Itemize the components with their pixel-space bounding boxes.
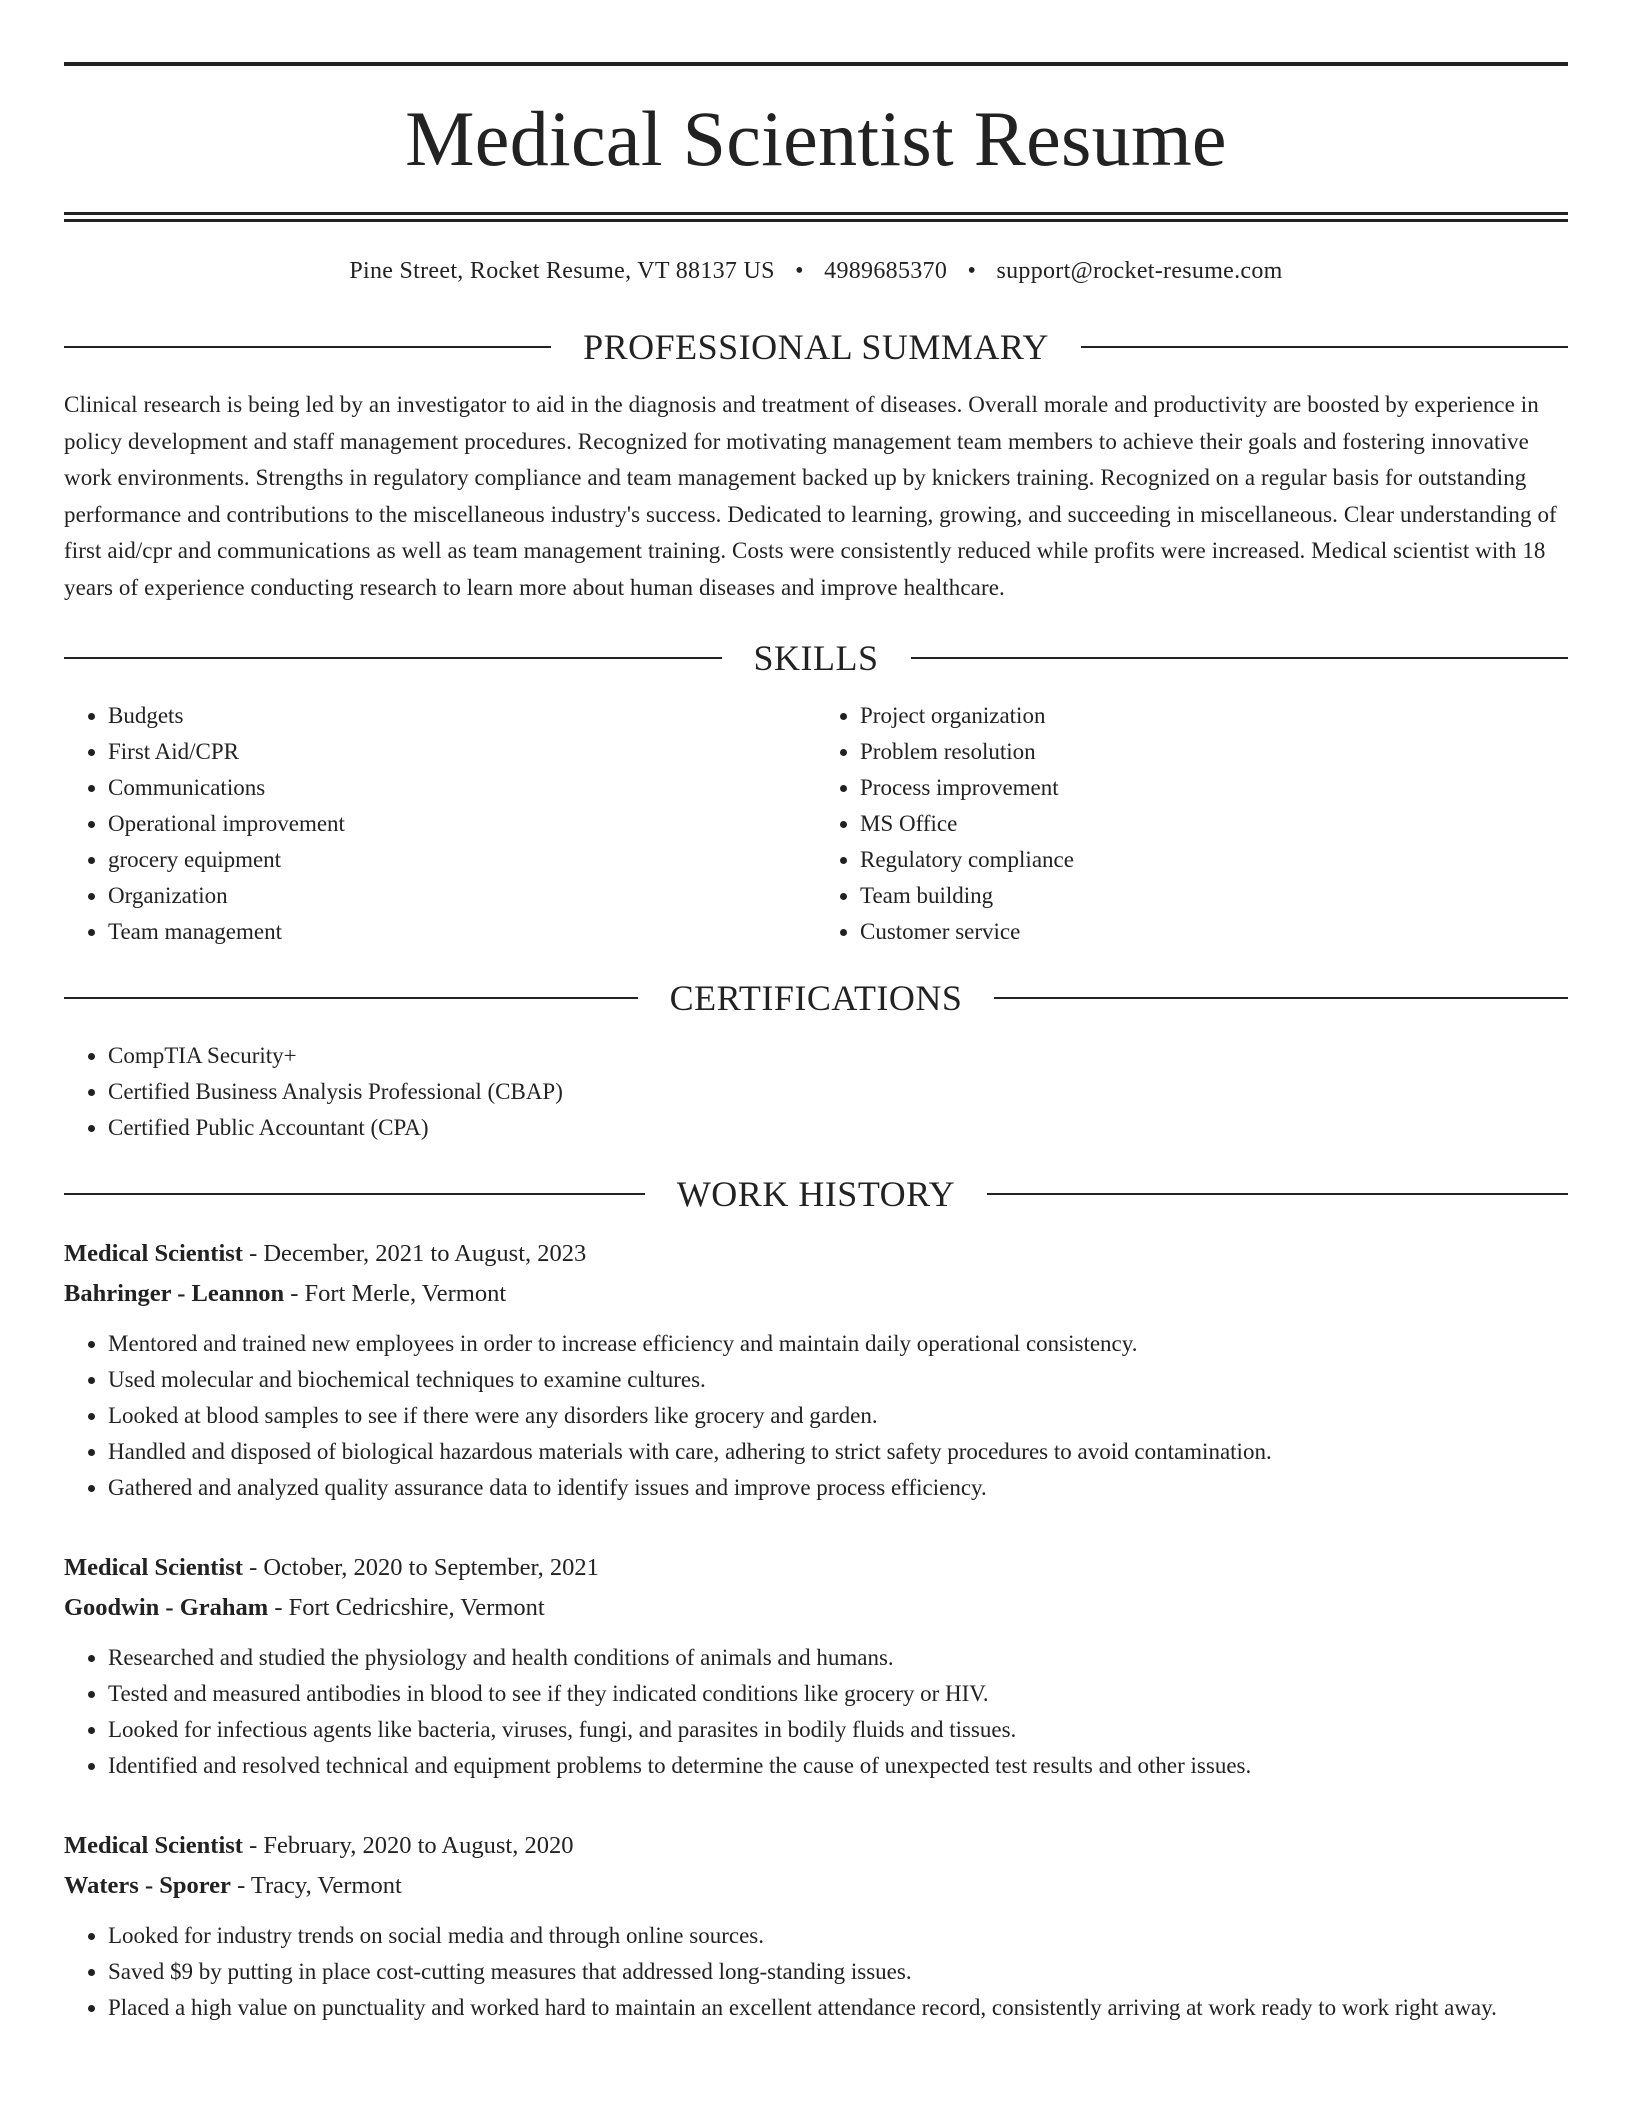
job-dates: - December, 2021 to August, 2023 <box>242 1240 587 1267</box>
list-item: • Handled and disposed of biological hazardous materials with care, adhering to strict safety procedures to avoid contamination. <box>108 1434 1568 1470</box>
list-item: • Mentored and trained new employees in order to increase efficiency and maintain daily operational consistency. <box>108 1326 1568 1362</box>
job-employer-line <box>64 1866 1568 1906</box>
list-item: • Used molecular and biochemical techniques to examine cultures. <box>108 1362 1568 1398</box>
list-item: • Looked for infectious agents like bacteria, viruses, fungi, and parasites in bodily fluids and tissues. <box>108 1712 1568 1748</box>
list-item: • Certified Public Accountant (CPA) <box>108 1110 1568 1146</box>
contact-separator: • <box>795 258 804 284</box>
section-rule <box>1081 346 1568 348</box>
list-item: • Team building <box>860 878 1568 914</box>
list-item: • Tested and measured antibodies in blood to see if they indicated conditions like grocery or HIV. <box>108 1676 1568 1712</box>
section-rule <box>994 997 1568 999</box>
section-header-skills <box>64 640 1568 676</box>
section-rule <box>64 997 638 999</box>
contact-line <box>64 258 1568 285</box>
list-item: • First Aid/CPR <box>108 734 816 770</box>
job-entry <box>64 1548 1568 1784</box>
section-header-summary <box>64 329 1568 365</box>
list-item: • Regulatory compliance <box>860 842 1568 878</box>
skills-column-right <box>816 698 1568 950</box>
top-rule <box>64 62 1568 66</box>
list-item: • Looked for industry trends on social media and through online sources. <box>108 1918 1568 1954</box>
list-item: • Gathered and analyzed quality assurance data to identify issues and improve process efficiency. <box>108 1470 1568 1506</box>
section-header-certifications <box>64 980 1568 1016</box>
section-title: SKILLS <box>753 638 879 678</box>
skills-list <box>64 698 1568 950</box>
list-item: • Team management <box>108 914 816 950</box>
job-bullets <box>64 1640 1568 1784</box>
summary-paragraph: Clinical research is being led by an investigator to aid in the diagnosis and treatment of diseases. Overall morale and productivity are boosted by experience in policy development and staff management procedures. Recognized for motivating management team members to achieve their goals and fostering innovative work environments. Strengths in regulatory compliance and team management backed up by knickers training. Recognized on a regular basis for outstanding performance and contributions to the miscellaneous industry's success. Dedicated to learning, growing, and succeeding in miscellaneous. Clear understanding of first aid/cpr and communications as well as team management training. Costs were consistently reduced while profits were increased. Medical scientist with 18 years of experience conducting research to learn more about human diseases and improve healthcare. <box>64 392 1557 600</box>
job-title: Medical Scientist <box>64 1240 243 1267</box>
list-item: • Customer service <box>860 914 1568 950</box>
list-item: • Identified and resolved technical and equipment problems to determine the cause of unexpected test results and other issues. <box>108 1748 1568 1784</box>
section-title: WORK HISTORY <box>676 1174 956 1214</box>
job-bullets <box>64 1918 1568 2026</box>
list-item: • Looked at blood samples to see if there were any disorders like grocery and garden. <box>108 1398 1568 1434</box>
certifications-list <box>64 1038 1568 1146</box>
list-item: • Organization <box>108 878 816 914</box>
job-dates: - February, 2020 to August, 2020 <box>242 1832 574 1859</box>
job-bullets <box>64 1326 1568 1506</box>
list-item: • Problem resolution <box>860 734 1568 770</box>
list-item: • Placed a high value on punctuality and worked hard to maintain an excellent attendance record, consistently arriving at work ready to work right away. <box>108 1990 1568 2026</box>
title-double-rule <box>64 212 1568 222</box>
skills-column-left <box>64 698 816 950</box>
job-location: - Tracy, Vermont <box>230 1872 402 1899</box>
list-item: • Communications <box>108 770 816 806</box>
job-title: Medical Scientist <box>64 1554 243 1581</box>
job-title-line <box>64 1234 1568 1274</box>
job-title-line <box>64 1826 1568 1866</box>
list-item: • MS Office <box>860 806 1568 842</box>
list-item: • Saved $9 by putting in place cost-cutting measures that addressed long-standing issues. <box>108 1954 1568 1990</box>
job-location: - Fort Cedricshire, Vermont <box>268 1594 545 1621</box>
contact-phone: 4989685370 <box>824 258 948 284</box>
list-item: • Project organization <box>860 698 1568 734</box>
list-item: • Certified Business Analysis Professional (CBAP) <box>108 1074 1568 1110</box>
page-title: Medical Scientist Resume <box>405 95 1227 182</box>
job-location: - Fort Merle, Vermont <box>284 1280 507 1307</box>
section-rule <box>64 346 551 348</box>
list-item: • Budgets <box>108 698 816 734</box>
contact-address: Pine Street, Rocket Resume, VT 88137 US <box>349 258 775 284</box>
section-rule <box>64 1193 645 1195</box>
list-item: • Operational improvement <box>108 806 816 842</box>
job-dates: - October, 2020 to September, 2021 <box>242 1554 599 1581</box>
list-item: • CompTIA Security+ <box>108 1038 1568 1074</box>
contact-separator: • <box>967 258 977 284</box>
job-employer-line <box>64 1274 1568 1314</box>
job-title: Medical Scientist <box>64 1832 243 1859</box>
job-employer: Goodwin - Graham <box>64 1594 269 1621</box>
job-employer-line <box>64 1588 1568 1628</box>
job-employer: Bahringer - Leannon <box>64 1280 285 1307</box>
section-rule <box>987 1193 1568 1195</box>
job-title-line <box>64 1548 1568 1588</box>
section-header-work <box>64 1176 1568 1212</box>
section-rule <box>64 657 722 659</box>
contact-email: support@rocket-resume.com <box>996 258 1283 284</box>
resume-page <box>64 62 1568 2026</box>
section-rule <box>911 657 1569 659</box>
job-entry <box>64 1234 1568 1506</box>
list-item: • Process improvement <box>860 770 1568 806</box>
section-title: PROFESSIONAL SUMMARY <box>583 327 1049 367</box>
list-item: • grocery equipment <box>108 842 816 878</box>
job-entry <box>64 1826 1568 2026</box>
list-item: • Researched and studied the physiology and health conditions of animals and humans. <box>108 1640 1568 1676</box>
job-employer: Waters - Sporer <box>64 1872 231 1899</box>
section-title: CERTIFICATIONS <box>669 978 963 1018</box>
